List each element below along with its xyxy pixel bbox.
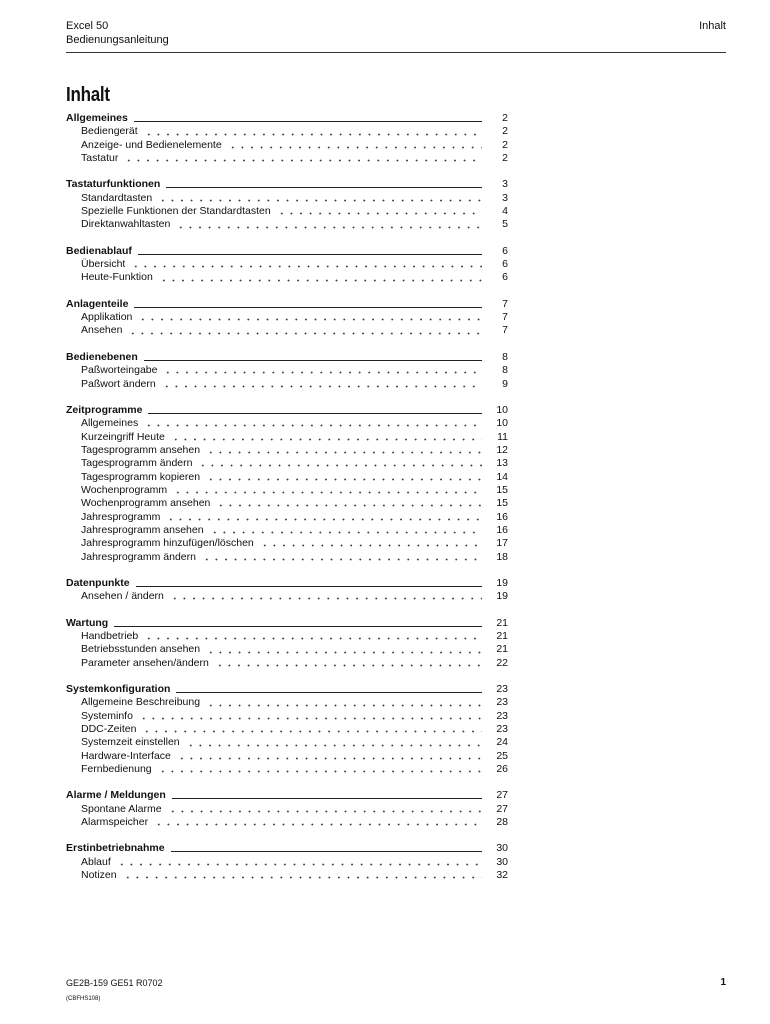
- toc-entry[interactable]: [66, 856, 508, 869]
- toc-entry-page: 9: [502, 377, 508, 390]
- toc-heading-leader: [172, 789, 482, 799]
- toc-heading[interactable]: [66, 577, 508, 590]
- toc-entry-label: Anzeige- und Bedienelemente: [81, 138, 222, 151]
- toc-entry-leader: [128, 332, 482, 335]
- toc-entry[interactable]: [66, 125, 508, 138]
- toc-heading-page: 30: [496, 842, 508, 855]
- document-header: [66, 19, 169, 47]
- toc-entry-leader: [158, 199, 482, 202]
- toc-entry-leader: [216, 504, 482, 507]
- toc-entry-page: 17: [496, 537, 508, 550]
- toc-heading-leader: [148, 404, 482, 414]
- toc-heading-label: Datenpunkte: [66, 576, 130, 589]
- toc-entry[interactable]: [66, 511, 508, 524]
- toc-entry[interactable]: [66, 736, 508, 749]
- toc-section: [66, 617, 508, 670]
- toc-heading-label: Allgemeines: [66, 112, 128, 124]
- toc-entry-leader: [215, 664, 482, 667]
- toc-entry-page: 25: [496, 749, 508, 762]
- toc-entry-label: Hardware-Interface: [81, 749, 171, 762]
- toc-entry-label: Direktanwahltasten: [81, 218, 171, 231]
- toc-entry-label: Betriebsstunden ansehen: [81, 643, 201, 656]
- toc-heading-leader: [134, 298, 482, 308]
- toc-entry-page: 2: [502, 138, 508, 151]
- toc-entry-page: 15: [496, 497, 508, 510]
- toc-entry-label: Systemzeit einstellen: [81, 736, 180, 749]
- toc-entry-page: 21: [496, 630, 508, 642]
- toc-entry-label: Fernbedienung: [81, 763, 152, 776]
- toc-entry-label: Übersicht: [81, 258, 126, 271]
- toc-entry[interactable]: [66, 710, 508, 723]
- toc-entry[interactable]: [66, 431, 508, 444]
- toc-entry[interactable]: [66, 311, 508, 324]
- toc-entry-label: Standardtasten: [81, 191, 153, 204]
- toc-entry-leader: [144, 133, 482, 136]
- toc-entry-label: Handbetrieb: [81, 630, 139, 642]
- toc-section: [66, 404, 508, 564]
- toc-heading[interactable]: [66, 683, 508, 696]
- toc-entry-leader: [206, 704, 482, 707]
- toc-heading-label: Anlagenteile: [66, 297, 129, 310]
- header-rule: [66, 52, 726, 53]
- toc-entry-page: 32: [496, 869, 508, 882]
- toc-heading-page: 27: [496, 789, 508, 802]
- toc-entry-label: Systeminfo: [81, 709, 133, 722]
- toc-entry-label: Jahresprogramm ansehen: [81, 523, 204, 536]
- toc-entry-page: 12: [496, 443, 508, 456]
- page-title: Inhalt: [66, 84, 110, 106]
- toc-entry[interactable]: [66, 590, 508, 603]
- toc-heading[interactable]: [66, 245, 508, 258]
- toc-entry[interactable]: [66, 471, 508, 484]
- toc-entry-page: 5: [502, 218, 508, 231]
- toc-entry[interactable]: [66, 139, 508, 152]
- toc-entry-label: Paßworteingabe: [81, 364, 158, 377]
- toc-heading-page: 6: [502, 244, 508, 257]
- toc-entry-label: Jahresprogramm: [81, 510, 161, 523]
- toc-entry-label: Wochenprogramm ansehen: [81, 497, 211, 510]
- toc-entry-page: 8: [502, 364, 508, 377]
- toc-entry-label: DDC-Zeiten: [81, 723, 137, 736]
- toc-heading[interactable]: [66, 789, 508, 802]
- toc-section: [66, 298, 508, 338]
- toc-entry[interactable]: [66, 869, 508, 882]
- toc-entry[interactable]: [66, 324, 508, 337]
- toc-entry-leader: [144, 424, 482, 427]
- toc-entry-label: Tastatur: [81, 152, 119, 165]
- toc-entry-leader: [206, 651, 482, 654]
- toc-entry-label: Alarmspeicher: [81, 816, 149, 829]
- toc-heading-page: 21: [496, 616, 508, 629]
- toc-entry-leader: [123, 876, 482, 879]
- toc-heading-leader: [176, 683, 482, 693]
- toc-heading[interactable]: [66, 298, 508, 311]
- toc-entry-page: 28: [496, 816, 508, 829]
- table-of-contents: [66, 112, 508, 896]
- toc-heading-label: Bedienablauf: [66, 244, 132, 257]
- toc-entry-label: Parameter ansehen/ändern: [81, 656, 209, 669]
- toc-entry[interactable]: [66, 630, 508, 643]
- toc-heading-page: 19: [496, 576, 508, 589]
- toc-entry-leader: [154, 823, 482, 826]
- toc-entry-leader: [166, 518, 482, 521]
- toc-heading-page: 7: [502, 297, 508, 310]
- toc-entry[interactable]: [66, 551, 508, 564]
- document-type: Bedienungsanleitung: [66, 34, 169, 46]
- toc-entry-label: Wochenprogramm: [81, 483, 168, 496]
- toc-entry-leader: [210, 531, 482, 534]
- toc-section: [66, 577, 508, 604]
- toc-entry-leader: [163, 371, 482, 374]
- toc-entry[interactable]: [66, 803, 508, 816]
- toc-heading[interactable]: [66, 617, 508, 630]
- toc-entry-page: 22: [496, 656, 508, 669]
- toc-entry-page: 7: [502, 324, 508, 337]
- toc-entry-label: Paßwort ändern: [81, 377, 156, 390]
- toc-entry[interactable]: [66, 271, 508, 284]
- toc-entry-leader: [124, 159, 482, 162]
- toc-heading[interactable]: [66, 112, 508, 125]
- toc-entry-leader: [171, 438, 482, 441]
- toc-entry[interactable]: [66, 444, 508, 457]
- toc-entry-leader: [138, 318, 482, 321]
- toc-entry-page: 14: [496, 470, 508, 483]
- toc-entry-page: 11: [497, 430, 508, 443]
- toc-entry-leader: [158, 770, 482, 773]
- toc-entry[interactable]: [66, 657, 508, 670]
- toc-entry-leader: [202, 558, 482, 561]
- toc-entry[interactable]: [66, 152, 508, 165]
- toc-entry-page: 6: [502, 271, 508, 284]
- toc-heading-leader: [144, 351, 482, 361]
- toc-heading-page: 10: [496, 403, 508, 416]
- toc-entry[interactable]: [66, 457, 508, 470]
- toc-section: [66, 789, 508, 829]
- toc-entry-page: 3: [502, 191, 508, 204]
- toc-entry-leader: [117, 863, 482, 866]
- toc-entry-leader: [162, 385, 482, 388]
- toc-entry[interactable]: [66, 364, 508, 377]
- toc-entry-page: 13: [496, 457, 508, 470]
- toc-entry-leader: [131, 265, 482, 268]
- toc-entry-page: 4: [502, 205, 508, 218]
- toc-entry-page: 16: [496, 510, 508, 523]
- toc-heading-label: Bedienebenen: [66, 350, 138, 363]
- toc-section: [66, 178, 508, 231]
- section-name: Inhalt: [699, 20, 726, 32]
- toc-entry[interactable]: [66, 524, 508, 537]
- toc-entry-page: 2: [502, 125, 508, 138]
- toc-heading-page: 8: [502, 350, 508, 363]
- toc-entry-page: 2: [502, 152, 508, 165]
- toc-heading[interactable]: [66, 404, 508, 417]
- document-number: GE2B-159 GE51 R0702: [66, 978, 163, 988]
- toc-heading-leader: [171, 842, 482, 852]
- toc-entry-leader: [198, 464, 482, 467]
- toc-entry-leader: [206, 478, 482, 481]
- toc-entry-label: Ansehen / ändern: [81, 590, 164, 603]
- toc-entry-leader: [228, 146, 482, 149]
- toc-entry-label: Jahresprogramm ändern: [81, 550, 196, 563]
- toc-entry[interactable]: [66, 643, 508, 656]
- toc-entry-label: Tagesprogramm ändern: [81, 457, 193, 470]
- toc-entry-page: 10: [496, 417, 508, 430]
- page-number: 1: [720, 977, 726, 988]
- toc-entry-leader: [206, 451, 482, 454]
- toc-entry-page: 23: [496, 709, 508, 722]
- toc-entry-page: 30: [496, 855, 508, 868]
- toc-heading-label: Wartung: [66, 616, 109, 629]
- toc-entry[interactable]: [66, 192, 508, 205]
- toc-entry-label: Ablauf: [81, 855, 111, 868]
- toc-entry-leader: [168, 810, 482, 813]
- toc-entry-label: Allgemeines: [81, 417, 139, 430]
- toc-entry-leader: [142, 730, 482, 733]
- toc-entry[interactable]: [66, 537, 508, 550]
- toc-entry-label: Heute-Funktion: [81, 271, 153, 284]
- toc-entry[interactable]: [66, 378, 508, 391]
- toc-entry-label: Applikation: [81, 311, 133, 324]
- toc-entry-page: 26: [496, 763, 508, 776]
- toc-entry-leader: [260, 544, 482, 547]
- toc-entry-page: 21: [496, 643, 508, 656]
- toc-heading-label: Tastaturfunktionen: [66, 178, 161, 191]
- toc-entry[interactable]: [66, 218, 508, 231]
- toc-section: [66, 245, 508, 285]
- toc-entry-label: Bediengerät: [81, 125, 138, 138]
- toc-entry-page: 23: [496, 696, 508, 709]
- toc-entry[interactable]: [66, 696, 508, 709]
- toc-entry-label: Notizen: [81, 869, 117, 882]
- toc-heading-leader: [134, 112, 482, 122]
- toc-entry-page: 19: [496, 590, 508, 603]
- toc-entry-page: 27: [496, 802, 508, 815]
- toc-section: [66, 683, 508, 776]
- toc-entry[interactable]: [66, 763, 508, 776]
- toc-entry[interactable]: [66, 417, 508, 430]
- toc-entry-label: Spezielle Funktionen der Standardtasten: [81, 205, 271, 218]
- toc-entry-page: 23: [496, 723, 508, 736]
- toc-heading[interactable]: [66, 842, 508, 855]
- toc-entry-label: Jahresprogramm hinzufügen/löschen: [81, 537, 254, 550]
- toc-entry-leader: [170, 597, 482, 600]
- toc-heading-page: 3: [502, 178, 508, 191]
- document-code: (CBFHS108): [66, 996, 101, 1002]
- toc-entry-page: 16: [496, 523, 508, 536]
- toc-entry[interactable]: [66, 497, 508, 510]
- toc-entry-page: 6: [502, 258, 508, 271]
- product-name: Excel 50: [66, 20, 109, 32]
- toc-heading-leader: [166, 178, 482, 188]
- toc-heading-label: Erstinbetriebnahme: [66, 842, 165, 855]
- toc-entry-leader: [177, 757, 482, 760]
- toc-entry-page: 7: [502, 311, 508, 324]
- toc-heading-label: Alarme / Meldungen: [66, 789, 166, 802]
- toc-entry[interactable]: [66, 205, 508, 218]
- toc-entry-leader: [186, 744, 482, 747]
- toc-entry-leader: [139, 717, 482, 720]
- toc-heading-leader: [136, 577, 482, 587]
- toc-entry-leader: [173, 491, 482, 494]
- toc-entry-label: Kurzeingriff Heute: [81, 430, 165, 443]
- toc-section: [66, 351, 508, 391]
- toc-entry[interactable]: [66, 258, 508, 271]
- toc-entry-page: 18: [496, 550, 508, 563]
- toc-entry-page: 15: [496, 483, 508, 496]
- toc-heading[interactable]: [66, 178, 508, 191]
- toc-heading-leader: [114, 617, 482, 627]
- toc-heading[interactable]: [66, 351, 508, 364]
- toc-section: [66, 842, 508, 882]
- toc-entry-leader: [277, 212, 482, 215]
- toc-entry[interactable]: [66, 816, 508, 829]
- toc-heading-label: Systemkonfiguration: [66, 683, 171, 696]
- toc-entry-label: Allgemeine Beschreibung: [81, 696, 201, 709]
- toc-entry-leader: [144, 637, 482, 640]
- toc-entry[interactable]: [66, 484, 508, 497]
- toc-entry-label: Tagesprogramm ansehen: [81, 443, 201, 456]
- toc-entry-page: 24: [496, 736, 508, 749]
- toc-heading-label: Zeitprogramme: [66, 403, 143, 416]
- toc-entry-label: Spontane Alarme: [81, 802, 162, 815]
- toc-entry[interactable]: [66, 750, 508, 763]
- toc-section: [66, 112, 508, 165]
- toc-entry[interactable]: [66, 723, 508, 736]
- toc-entry-leader: [159, 279, 482, 282]
- toc-entry-label: Tagesprogramm kopieren: [81, 470, 201, 483]
- toc-heading-page: 2: [502, 112, 508, 124]
- toc-heading-leader: [138, 245, 482, 255]
- toc-heading-page: 23: [496, 683, 508, 696]
- toc-entry-label: Ansehen: [81, 324, 123, 337]
- toc-entry-leader: [176, 226, 482, 229]
